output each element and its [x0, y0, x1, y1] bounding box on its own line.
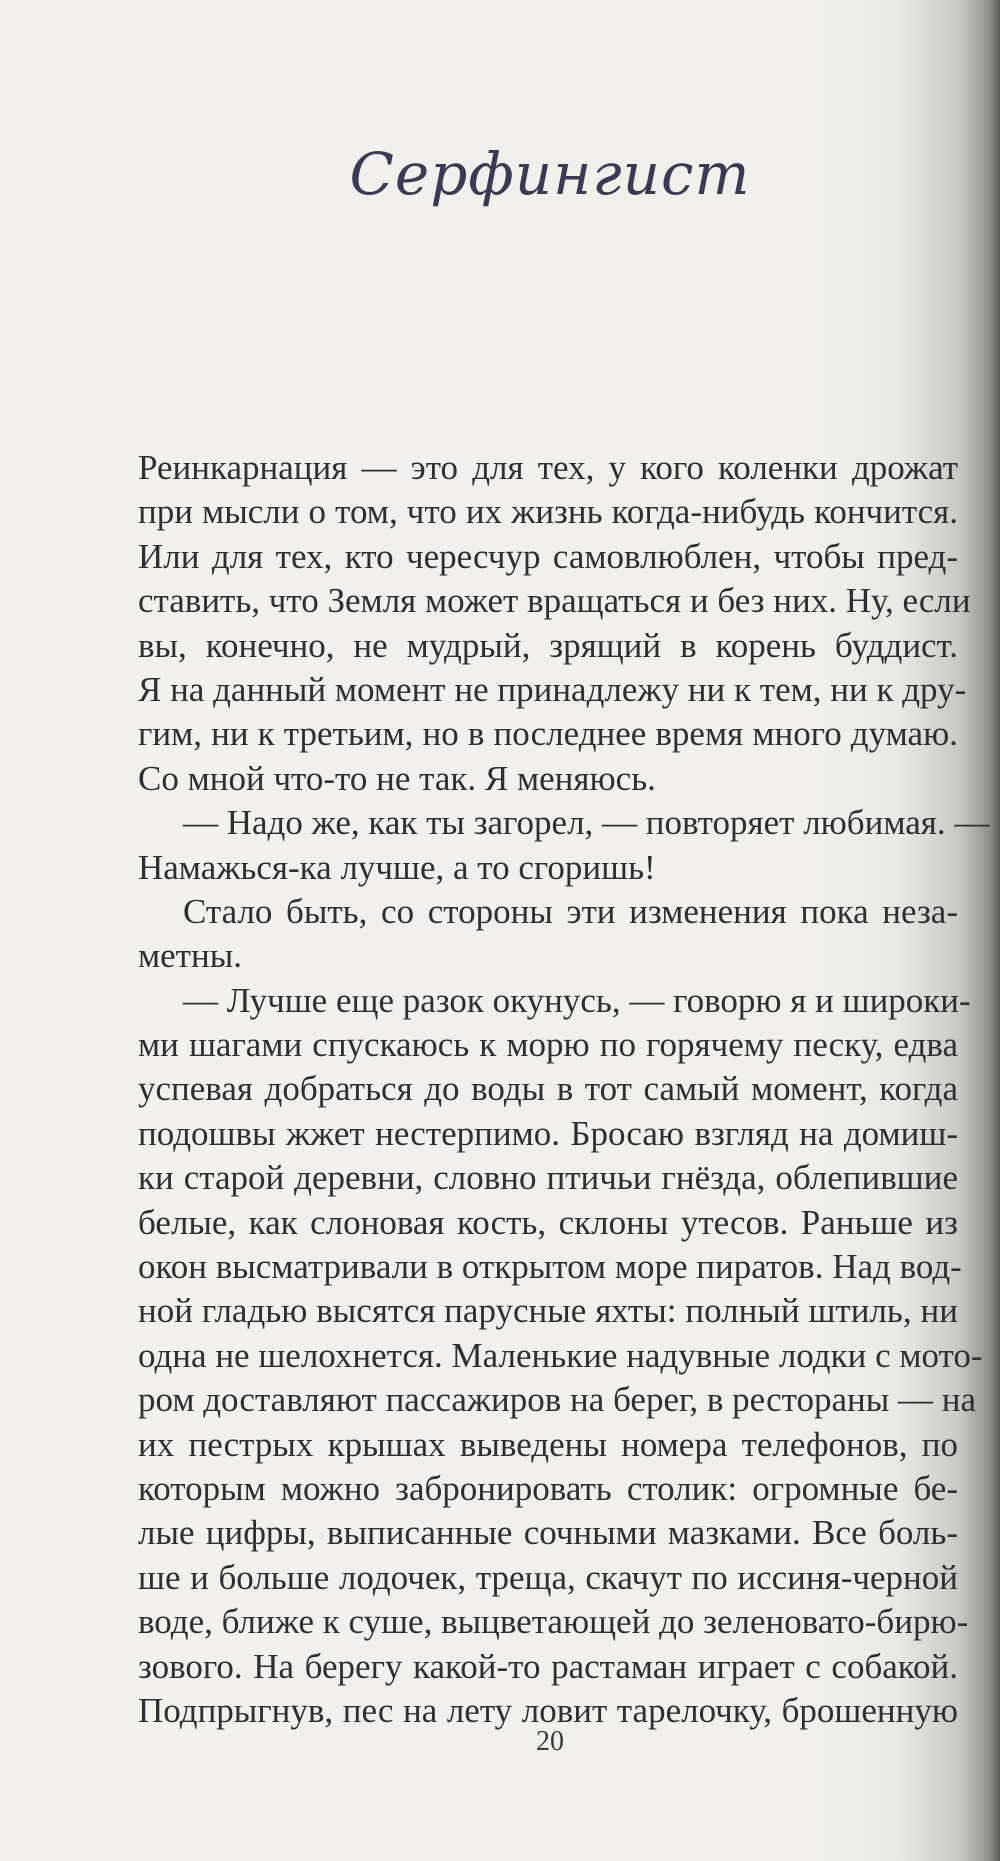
body-text	[138, 446, 990, 1733]
text-line: — Лучше еще разок окунусь, — говорю я и широки-	[183, 980, 971, 1020]
text-line: Стало быть, со стороны эти изменения пока неза-	[183, 891, 958, 931]
text-line: вы, конечно, не мудрый, зрящий в корень буддист.	[138, 625, 958, 665]
text-line: окон высматривали в открытом море пиратов. Над вод-	[138, 1247, 962, 1287]
text-line: успевая добраться до воды в тот самый момент, когда	[138, 1069, 958, 1109]
text-line: гим, ни к третьим, но в последнее время много думаю.	[138, 714, 958, 754]
chapter-title: Серфингист	[349, 140, 751, 208]
text-line: метны.	[138, 936, 242, 976]
text-line: Реинкарнация — это для тех, у кого коленки дрожат	[138, 448, 958, 487]
text-line: белые, как слоновая кость, склоны утесов. Раньше из	[138, 1202, 958, 1242]
page-number: 20	[536, 1726, 564, 1757]
text-line: Подпрыгнув, пес на лету ловит тарелочку, брошенную	[138, 1690, 958, 1730]
text-line: — Надо же, как ты загорел, — повторяет любимая. —	[183, 803, 990, 843]
text-line: ше и больше лодочек, треща, скачут по иссиня-черной	[138, 1557, 958, 1597]
text-line: Я на данный момент не принадлежу ни к тем, ни к дру-	[138, 669, 967, 709]
text-line: воде, ближе к суше, выцветающей до зеленовато-бирю-	[138, 1602, 969, 1642]
text-line: ми шагами спускаюсь к морю по горячему песку, едва	[138, 1025, 958, 1065]
text-line: ной гладью высятся парусные яхты: полный штиль, ни	[138, 1291, 958, 1331]
text-line: при мысли о том, что их жизнь когда-нибудь кончится.	[138, 492, 958, 532]
text-line: ки старой деревни, словно птичьи гнёзда, облепившие	[138, 1158, 958, 1198]
text-line: Или для тех, кто чересчур самовлюблен, чтобы пред-	[138, 536, 958, 576]
text-line: подошвы жжет нестерпимо. Бросаю взгляд на домиш-	[138, 1113, 958, 1153]
text-line: Со мной что-то не так. Я меняюсь.	[138, 758, 656, 798]
text-line: Намажься-ка лучше, а то сгоришь!	[138, 847, 656, 887]
text-line: которым можно забронировать столик: огромные бе-	[138, 1468, 958, 1508]
text-line: лые цифры, выписанные сочными мазками. Все боль-	[138, 1513, 958, 1553]
text-line: зового. На берегу какой-то растаман играет с собакой.	[138, 1646, 958, 1686]
text-line: их пестрых крышах выведены номера телефонов, по	[138, 1424, 958, 1464]
text-line: ставить, что Земля может вращаться и без них. Ну, если	[138, 581, 971, 621]
text-line: ром доставляют пассажиров на берег, в рестораны — на	[138, 1380, 976, 1420]
text-line: одна не шелохнется. Маленькие надувные лодки с мото-	[138, 1335, 983, 1375]
